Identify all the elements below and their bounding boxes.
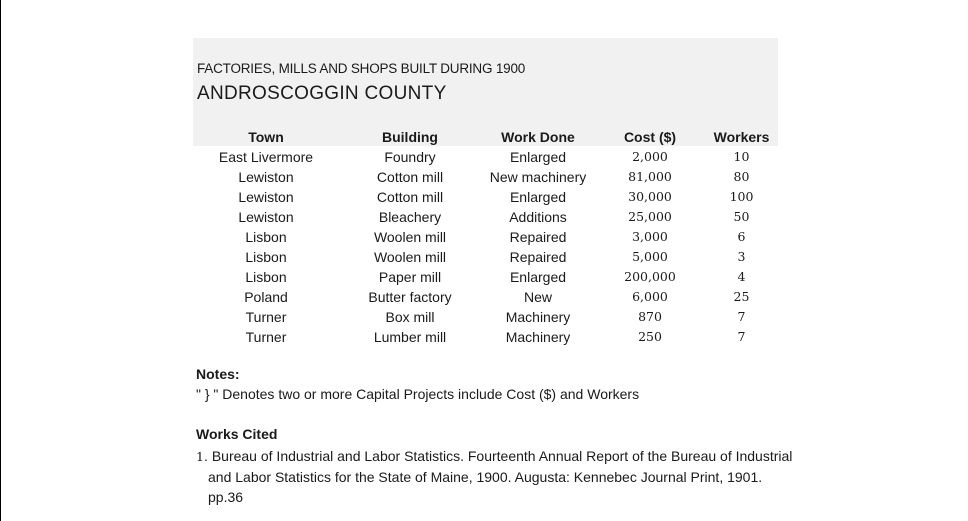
cell-work-done: Repaired <box>509 229 567 245</box>
table-row <box>193 167 778 187</box>
cell-cost: 81,000 <box>628 169 672 184</box>
table-row <box>193 147 778 167</box>
cell-town: East Livermore <box>218 149 314 165</box>
cell-building: Cotton mill <box>376 189 444 205</box>
table-row <box>193 207 778 227</box>
cell-building: Bleachery <box>378 209 442 225</box>
cell-work-done: Repaired <box>509 249 567 265</box>
cell-building: Woolen mill <box>373 249 447 265</box>
cell-workers: 7 <box>737 309 746 324</box>
cell-town: Lisbon <box>245 269 287 285</box>
table-row <box>193 187 778 207</box>
left-border-line <box>0 0 1 521</box>
cell-workers: 80 <box>733 169 750 184</box>
cell-town: Lisbon <box>245 229 287 245</box>
cell-cost: 3,000 <box>632 229 668 244</box>
cell-workers: 3 <box>737 249 746 264</box>
factories-table <box>193 127 778 347</box>
cell-town: Lisbon <box>245 249 287 265</box>
cell-workers: 100 <box>729 189 754 204</box>
cell-workers: 50 <box>733 209 750 224</box>
table-body <box>193 147 778 347</box>
cell-work-done: Enlarged <box>509 269 567 285</box>
cell-work-done: Enlarged <box>509 149 567 165</box>
cell-town: Poland <box>244 289 288 305</box>
works-cited-label: Works Cited <box>196 426 278 442</box>
cell-building: Butter factory <box>368 289 452 305</box>
document-title: ANDROSCOGGIN COUNTY <box>197 83 447 104</box>
cell-town: Turner <box>245 329 287 345</box>
cell-cost: 2,000 <box>632 149 668 164</box>
cell-cost: 25,000 <box>628 209 672 224</box>
table-row <box>193 267 778 287</box>
works-cited-line-1 <box>196 446 796 467</box>
cell-cost: 250 <box>638 329 662 344</box>
table-row <box>193 287 778 307</box>
cell-work-done: New machinery <box>489 169 587 185</box>
table-row <box>193 327 778 347</box>
cell-town: Turner <box>245 309 287 325</box>
table-header-row <box>193 127 778 147</box>
table-row <box>193 307 778 327</box>
cell-building: Paper mill <box>378 269 442 285</box>
cell-workers: 25 <box>733 289 750 304</box>
header-town: Town <box>248 129 284 145</box>
cell-cost: 200,000 <box>624 269 676 284</box>
table-row <box>193 227 778 247</box>
cell-workers: 6 <box>737 229 746 244</box>
cell-work-done: Additions <box>509 209 567 225</box>
header-workers: Workers <box>713 129 770 145</box>
cell-building: Lumber mill <box>373 329 447 345</box>
cell-cost: 6,000 <box>632 289 668 304</box>
cell-cost: 30,000 <box>628 189 672 204</box>
notes-label: Notes: <box>196 366 240 382</box>
cell-town: Lewiston <box>238 169 294 185</box>
header-work-done: Work Done <box>501 129 575 145</box>
cell-building: Cotton mill <box>376 169 444 185</box>
header-building: Building <box>382 129 438 145</box>
citation-text-line-1: Bureau of Industrial and Labor Statistics. Fourteenth Annual Report of the Bureau of Industrial <box>211 448 793 464</box>
cell-town: Lewiston <box>238 209 294 225</box>
cell-workers: 10 <box>733 149 750 164</box>
header-cost: Cost ($) <box>623 129 677 145</box>
cell-cost: 5,000 <box>632 249 668 264</box>
document-subtitle: FACTORIES, MILLS AND SHOPS BUILT DURING 1900 <box>197 61 526 76</box>
citation-text-line-2: and Labor Statistics for the State of Maine, 1900. Augusta: Kennebec Journal Print, 1901. pp.36 <box>208 469 763 505</box>
cell-workers: 7 <box>737 329 746 344</box>
cell-building: Woolen mill <box>373 229 447 245</box>
cell-building: Box mill <box>385 309 435 325</box>
cell-work-done: New <box>523 289 552 305</box>
cell-work-done: Enlarged <box>509 189 567 205</box>
cell-town: Lewiston <box>238 189 294 205</box>
cell-building: Foundry <box>384 149 436 165</box>
cell-work-done: Machinery <box>505 309 571 325</box>
table-row <box>193 247 778 267</box>
cell-workers: 4 <box>737 269 746 284</box>
cell-cost: 870 <box>638 309 662 324</box>
cell-work-done: Machinery <box>505 329 571 345</box>
works-cited-entry <box>196 446 796 507</box>
citation-number: 1. <box>196 449 208 464</box>
notes-text: " } " Denotes two or more Capital Projects include Cost ($) and Workers <box>196 386 640 402</box>
